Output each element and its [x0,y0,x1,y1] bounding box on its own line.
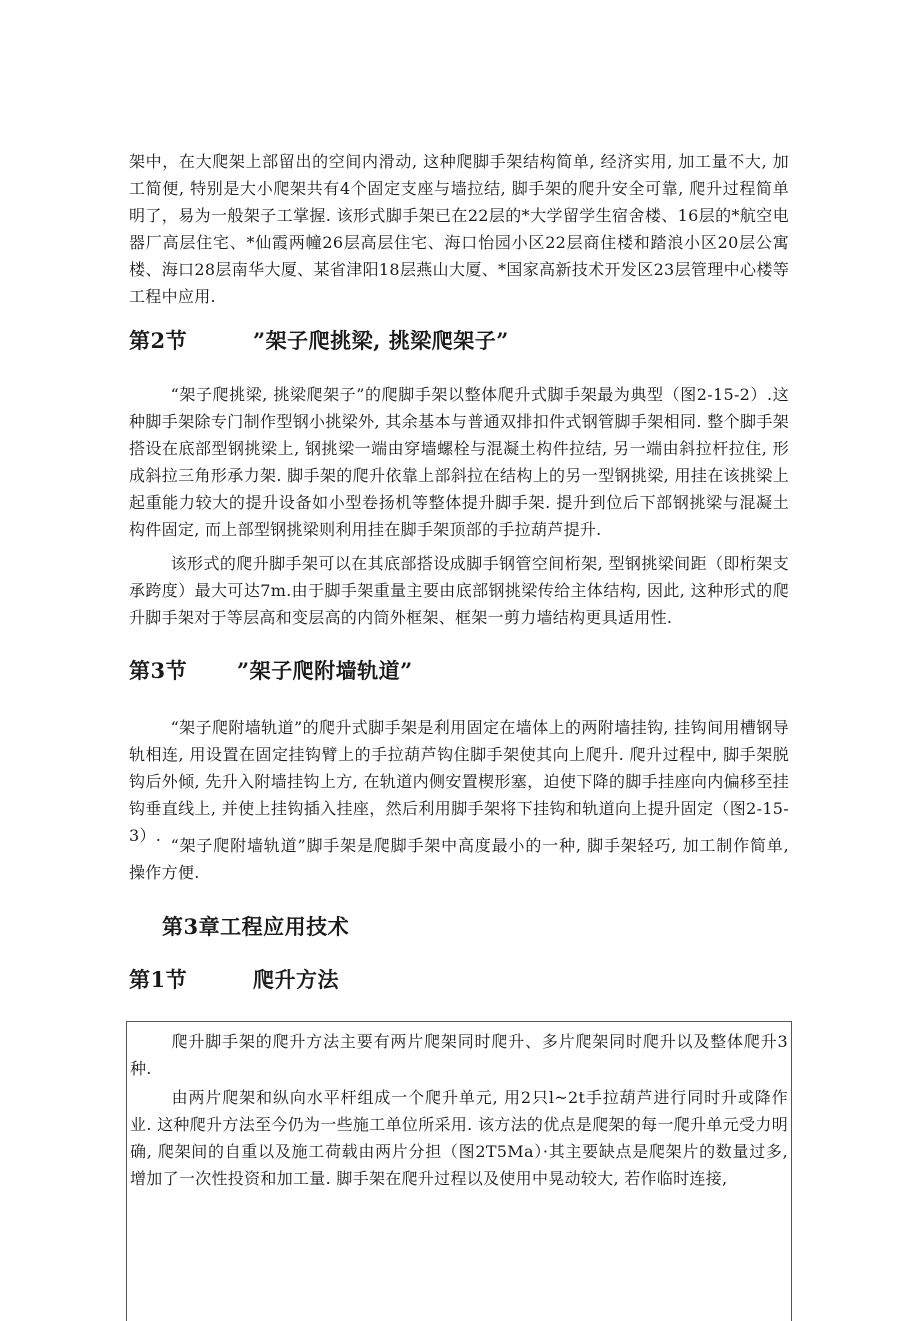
section-1-paragraph-1: 爬升脚手架的爬升方法主要有两片爬架同时爬升、多片爬架同时爬升以及整体爬升3种. [130,1032,788,1078]
intro-paragraph: 架中，在大爬架上部留出的空间内滑动, 这种爬脚手架结构简单, 经济实用, 加工量不大, 加工简便, 特别是大小爬架共有4个固定支座与墙拉结, 脚手架的爬升安全可靠, 爬升过程简单明了，易为一般架子工掌握. 该形式脚手架已在22层的*大学留学生宿舍楼、16层的*航空电器厂高层住宅、*仙霞两幢26层高层住宅、海口怡园小区22层商住楼和踏浪小区20层公寓楼、海口28层南华大厦、某省津阳18层燕山大厦、*国家高新技术开发区23层管理中心楼等工程中应用. [129,152,789,306]
section-2-paragraph-2: 该形式的爬升脚手架可以在其底部搭设成脚手钢管空间桁架, 型钢挑梁间距（即桁架支承跨度）最大可达7m.由于脚手架重量主要由底部钢挑梁传给主体结构, 因此, 这种形式的爬升脚手架对于等层高和变层高的内筒外框架、框架一剪力墙结构更具适用性. [129,554,789,627]
section-2-paragraph-1: “架子爬挑梁, 挑梁爬架子”的爬脚手架以整体爬升式脚手架最为典型（图2-15-2）.这种脚手架除专门制作型钢小挑梁外, 其余基本与普通双排扣件式钢管脚手架相同. 整个脚手架搭设在底部型钢挑梁上, 钢挑梁一端由穿墙螺栓与混凝土构件拉结, 另一端由斜拉杆拉住, 形成斜拉三角形承力架. 脚手架的爬升依靠上部斜拉在结构上的另一型钢挑梁, 用挂在该挑梁上起重能力较大的提升设备如小型卷扬机等整体提升脚手架. 提升到位后下部钢挑梁与混凝土构件固定, 而上部型钢挑梁则利用挂在脚手架顶部的手拉葫芦提升. [129,385,789,539]
section-3-title: ”架子爬附墙轨道” [237,658,413,683]
section-3-heading [129,657,413,685]
section-1-paragraph-2: 由两片爬架和纵向水平杆组成一个爬升单元, 用2只l~2t手拉葫芦进行同时升或降作业. 这种爬升方法至今仍为一些施工单位所采用. 该方法的优点是爬架的每一爬升单元受力明确, 爬架间的自重以及施工荷载由两片分担（图2T5Ma）·其主要缺点是爬架片的数量过多, 增加了一次性投资和加工量. 脚手架在爬升过程以及使用中晃动较大, 若作临时连接, [130,1088,788,1188]
chapter-3-title: 第3章工程应用技术 [162,914,350,939]
section-1-title: 爬升方法 [253,967,339,992]
section-2-heading [129,327,509,355]
section-3-paragraph-1: “架子爬附墙轨道”的爬升式脚手架是利用固定在墙体上的两附墙挂钩, 挂钩间用槽钢导轨相连, 用设置在固定挂钩臂上的手拉葫芦钩住脚手架使其向上爬升. 爬升过程中, 脚手架脱钩后外倾, 先升入附墙挂钩上方, 在轨道内侧安置楔形塞，迫使下降的脚手挂座向内偏移至挂钩垂直线上, 并使上挂钩插入挂座，然后利用脚手架将下挂钩和轨道向上提升固定（图2-15-3）. [129,718,789,845]
section-2-number: 第2节 [129,328,188,353]
section-2-title: ”架子爬挑梁, 挑梁爬架子” [253,328,509,353]
bordered-text-box [126,1021,792,1321]
section-1-number: 第1节 [129,967,188,992]
section-3-paragraph-2: “架子爬附墙轨道”脚手架是爬脚手架中高度最小的一种, 脚手架轻巧, 加工制作简单, 操作方便. [129,836,789,882]
section-1-heading [129,966,339,994]
section-3-number: 第3节 [129,658,188,683]
